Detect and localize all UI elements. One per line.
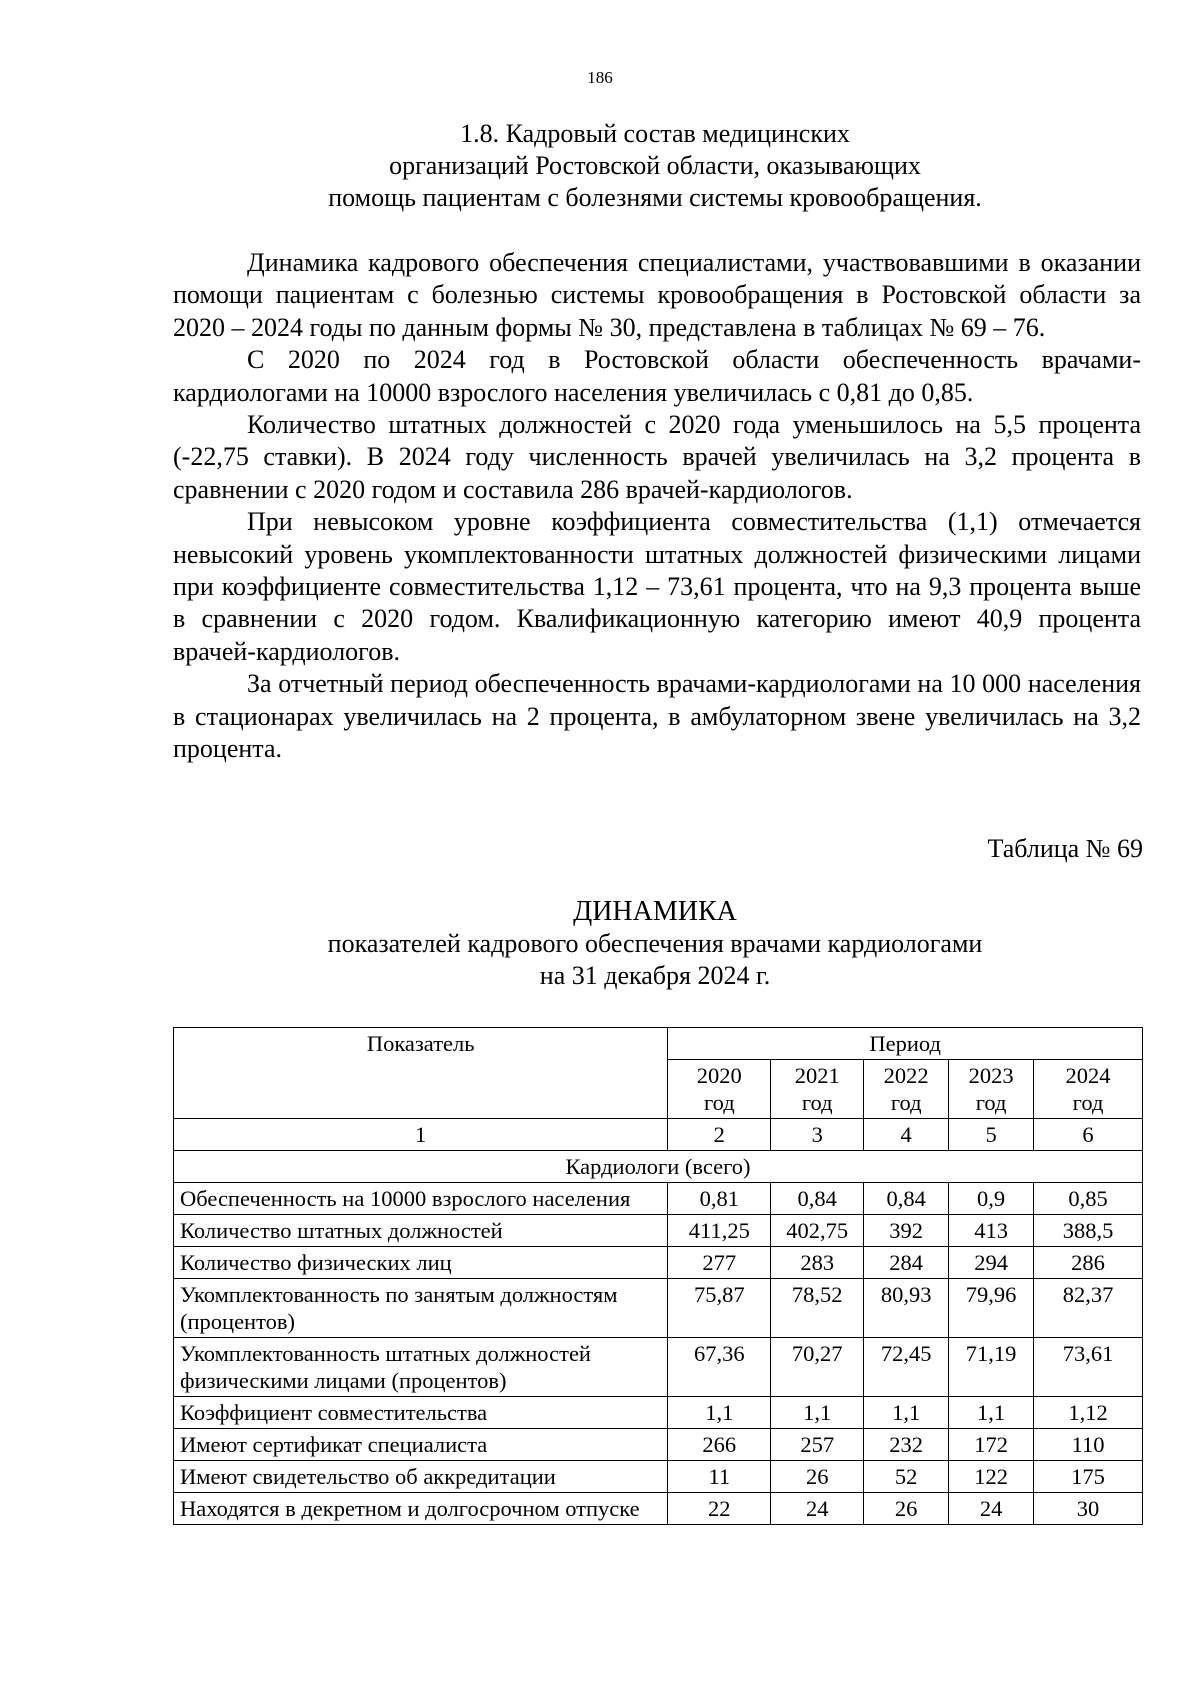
row-value: 80,93 [864, 1279, 949, 1338]
row-value: 24 [771, 1493, 864, 1525]
section-title-line: 1.8. Кадровый состав медицинских [460, 119, 850, 148]
row-value: 388,5 [1034, 1215, 1143, 1247]
row-value: 26 [771, 1461, 864, 1493]
row-value: 26 [864, 1493, 949, 1525]
row-value: 413 [949, 1215, 1034, 1247]
row-value: 70,27 [771, 1338, 864, 1397]
row-value: 284 [864, 1247, 949, 1279]
paragraph: С 2020 по 2024 год в Ростовской области обеспеченность врачами-кардиологами на 10000 взрослого населения увеличилась с 0,81 до 0,85. [173, 345, 1141, 407]
section-title [170, 118, 1140, 214]
column-number: 4 [864, 1119, 949, 1151]
year-header: 2022 год [864, 1060, 949, 1119]
table-row [174, 1183, 1143, 1215]
page-number: 186 [587, 68, 613, 87]
table-heading [170, 896, 1140, 992]
row-value: 71,19 [949, 1338, 1034, 1397]
table-number: Таблица № 69 [987, 834, 1143, 863]
row-value: 175 [1034, 1461, 1143, 1493]
row-value: 0,81 [668, 1183, 771, 1215]
row-value: 0,84 [771, 1183, 864, 1215]
row-value: 75,87 [668, 1279, 771, 1338]
paragraph: За отчетный период обеспеченность врачами-кардиологами на 10 000 населения в стационарах увеличилась на 2 процента, в амбулаторном звене увеличилась на 3,2 процента. [173, 669, 1141, 764]
section-title-line: помощь пациентам с болезнями системы кровообращения. [328, 183, 982, 212]
row-value: 1,1 [949, 1397, 1034, 1429]
paragraph: При невысоком уровне коэффициента совместительства (1,1) отмечается невысокий уровень укомплектованности штатных должностей физическими лицами при коэффициенте совместительства 1,12 – 73,61 процента, что на 9,3 процента выше в сравнении с 2020 годом. Квалификационную категорию имеют 40,9 процента врачей-кардиологов. [173, 507, 1141, 666]
row-label: Укомплектованность штатных должностей физическими лицами (процентов) [174, 1338, 668, 1397]
row-value: 122 [949, 1461, 1034, 1493]
body-text [173, 247, 1141, 766]
row-value: 283 [771, 1247, 864, 1279]
row-label: Коэффициент совместительства [174, 1397, 668, 1429]
staffing-table [173, 1027, 1143, 1525]
row-value: 232 [864, 1429, 949, 1461]
row-label: Имеют сертификат специалиста [174, 1429, 668, 1461]
year-header: 2021 год [771, 1060, 864, 1119]
table-row [174, 1247, 1143, 1279]
table-header-row [174, 1028, 1143, 1060]
header-period: Период [668, 1028, 1143, 1060]
row-value: 73,61 [1034, 1338, 1143, 1397]
row-value: 0,85 [1034, 1183, 1143, 1215]
column-number: 5 [949, 1119, 1034, 1151]
section-title-line: организаций Ростовской области, оказывающих [389, 151, 921, 180]
row-value: 78,52 [771, 1279, 864, 1338]
row-value: 72,45 [864, 1338, 949, 1397]
group-label: Кардиологи (всего) [174, 1151, 1143, 1183]
row-value: 277 [668, 1247, 771, 1279]
row-label: Имеют свидетельство об аккредитации [174, 1461, 668, 1493]
table-row [174, 1397, 1143, 1429]
column-number: 2 [668, 1119, 771, 1151]
group-row [174, 1151, 1143, 1183]
table-row [174, 1338, 1143, 1397]
year-header: 2023 год [949, 1060, 1034, 1119]
paragraph: Динамика кадрового обеспечения специалистами, участвовавшими в оказании помощи пациентам с болезнью системы кровообращения в Ростовской области за 2020 – 2024 годы по данным формы № 30, представлена в таблицах № 69 – 76. [173, 248, 1141, 342]
row-value: 266 [668, 1429, 771, 1461]
row-value: 1,1 [864, 1397, 949, 1429]
row-value: 1,1 [771, 1397, 864, 1429]
row-label: Находятся в декретном и долгосрочном отпуске [174, 1493, 668, 1525]
table-row [174, 1461, 1143, 1493]
row-value: 1,1 [668, 1397, 771, 1429]
table-row [174, 1493, 1143, 1525]
row-label: Укомплектованность по занятым должностям (процентов) [174, 1279, 668, 1338]
row-value: 110 [1034, 1429, 1143, 1461]
row-value: 24 [949, 1493, 1034, 1525]
paragraph: Количество штатных должностей с 2020 года уменьшилось на 5,5 процента (-22,75 ставки). В 2024 году численность врачей увеличилась на 3,2 процента в сравнении с 2020 годом и составила 286 врачей-кардиологов. [173, 410, 1141, 504]
row-value: 257 [771, 1429, 864, 1461]
row-value: 286 [1034, 1247, 1143, 1279]
row-value: 11 [668, 1461, 771, 1493]
row-value: 392 [864, 1215, 949, 1247]
column-number: 6 [1034, 1119, 1143, 1151]
row-value: 82,37 [1034, 1279, 1143, 1338]
header-indicator: Показатель [174, 1028, 668, 1119]
row-value: 0,84 [864, 1183, 949, 1215]
row-label: Количество штатных должностей [174, 1215, 668, 1247]
column-numbers-row [174, 1119, 1143, 1151]
row-value: 67,36 [668, 1338, 771, 1397]
table-row [174, 1215, 1143, 1247]
table-heading-line: на 31 декабря 2024 г. [539, 961, 771, 990]
row-value: 79,96 [949, 1279, 1034, 1338]
year-header: 2024 год [1034, 1060, 1143, 1119]
row-value: 52 [864, 1461, 949, 1493]
table-row [174, 1429, 1143, 1461]
row-label: Количество физических лиц [174, 1247, 668, 1279]
row-value: 22 [668, 1493, 771, 1525]
column-number: 1 [174, 1119, 668, 1151]
row-value: 402,75 [771, 1215, 864, 1247]
row-value: 411,25 [668, 1215, 771, 1247]
row-value: 1,12 [1034, 1397, 1143, 1429]
row-value: 294 [949, 1247, 1034, 1279]
table-row [174, 1279, 1143, 1338]
row-value: 172 [949, 1429, 1034, 1461]
year-header: 2020 год [668, 1060, 771, 1119]
table-heading-line: показателей кадрового обеспечения врачами кардиологами [327, 929, 983, 958]
row-label: Обеспеченность на 10000 взрослого населения [174, 1183, 668, 1215]
row-value: 0,9 [949, 1183, 1034, 1215]
table-heading-main: ДИНАМИКА [573, 896, 737, 927]
column-number: 3 [771, 1119, 864, 1151]
row-value: 30 [1034, 1493, 1143, 1525]
